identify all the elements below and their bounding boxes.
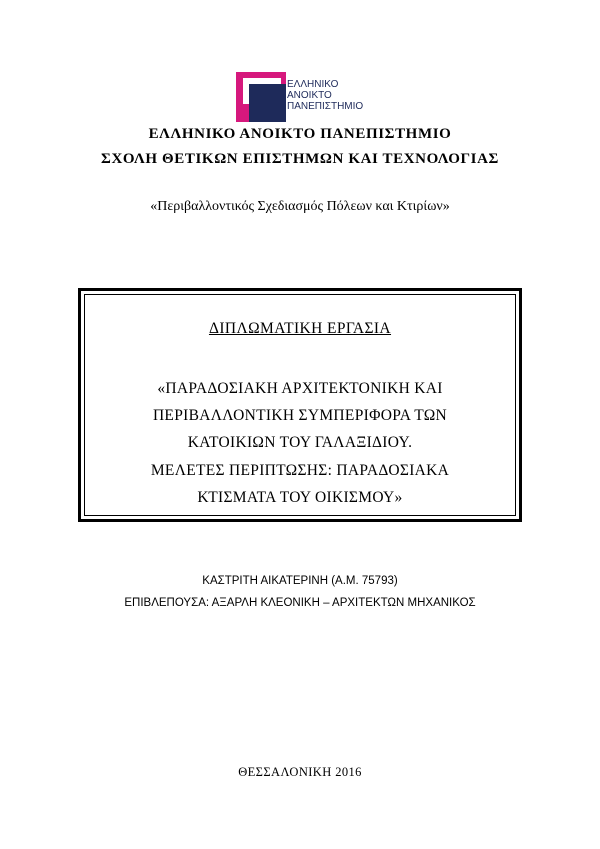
- thesis-title-line: ΠΕΡΙΒΑΛΛΟΝΤΙΚΗ ΣΥΜΠΕΡΙΦΟΡΑ ΤΩΝ: [152, 407, 448, 425]
- logo-mark-icon: [236, 72, 286, 122]
- thesis-title-line: ΚΑΤΟΙΚΙΩΝ ΤΟΥ ΓΑΛΑΞΙΔΙΟΥ.: [187, 434, 413, 452]
- thesis-title: [85, 375, 515, 511]
- thesis-title-line: ΜΕΛΕΤΕΣ ΠΕΡΙΠΤΩΣΗΣ: ΠΑΡΑΔΟΣΙΑΚΑ: [150, 461, 450, 479]
- logo-line: ΠΑΝΕΠΙΣΤΗΜΙΟ: [287, 101, 364, 112]
- author-name: ΚΑΣΤΡΙΤΗ ΑΙΚΑΤΕΡΙΝΗ (Α.Μ. 75793): [202, 575, 398, 587]
- program-name: «Περιβαλλοντικός Σχεδιασμός Πόλεων και Κτιρίων»: [150, 199, 450, 214]
- title-frame-inner: [84, 294, 516, 516]
- supervisor-name: ΕΠΙΒΛΕΠΟΥΣΑ: ΑΞΑΡΛΗ ΚΛΕΟΝΙΚΗ – ΑΡΧΙΤΕΚΤΩΝ ΜΗΧΑΝΙΚΟΣ: [124, 597, 476, 609]
- university-logo: [236, 72, 366, 122]
- logo-line: ΑΝΟΙΚΤΟ: [287, 90, 332, 101]
- thesis-title-line: «ΠΑΡΑΔΟΣΙΑΚΗ ΑΡΧΙΤΕΚΤΟΝΙΚΗ ΚΑΙ: [157, 380, 443, 397]
- university-name: ΕΛΛΗΝΙΚΟ ΑΝΟΙΚΤΟ ΠΑΝΕΠΙΣΤΗΜΙΟ: [148, 126, 452, 142]
- thesis-title-line: ΚΤΙΣΜΑΤΑ ΤΟΥ ΟΙΚΙΣΜΟΥ»: [197, 488, 403, 506]
- thesis-type: ΔΙΠΛΩΜΑΤΙΚΗ ΕΡΓΑΣΙΑ: [208, 320, 392, 337]
- logo-line: ΕΛΛΗΝΙΚΟ: [287, 79, 339, 90]
- place-and-year: ΘΕΣΣΑΛΟΝΙΚΗ 2016: [238, 765, 362, 779]
- title-frame: [78, 288, 522, 522]
- logo-wordmark: [287, 79, 363, 112]
- school-name: ΣΧΟΛΗ ΘΕΤΙΚΩΝ ΕΠΙΣΤΗΜΩΝ ΚΑΙ ΤΕΧΝΟΛΟΓΙΑΣ: [101, 151, 499, 167]
